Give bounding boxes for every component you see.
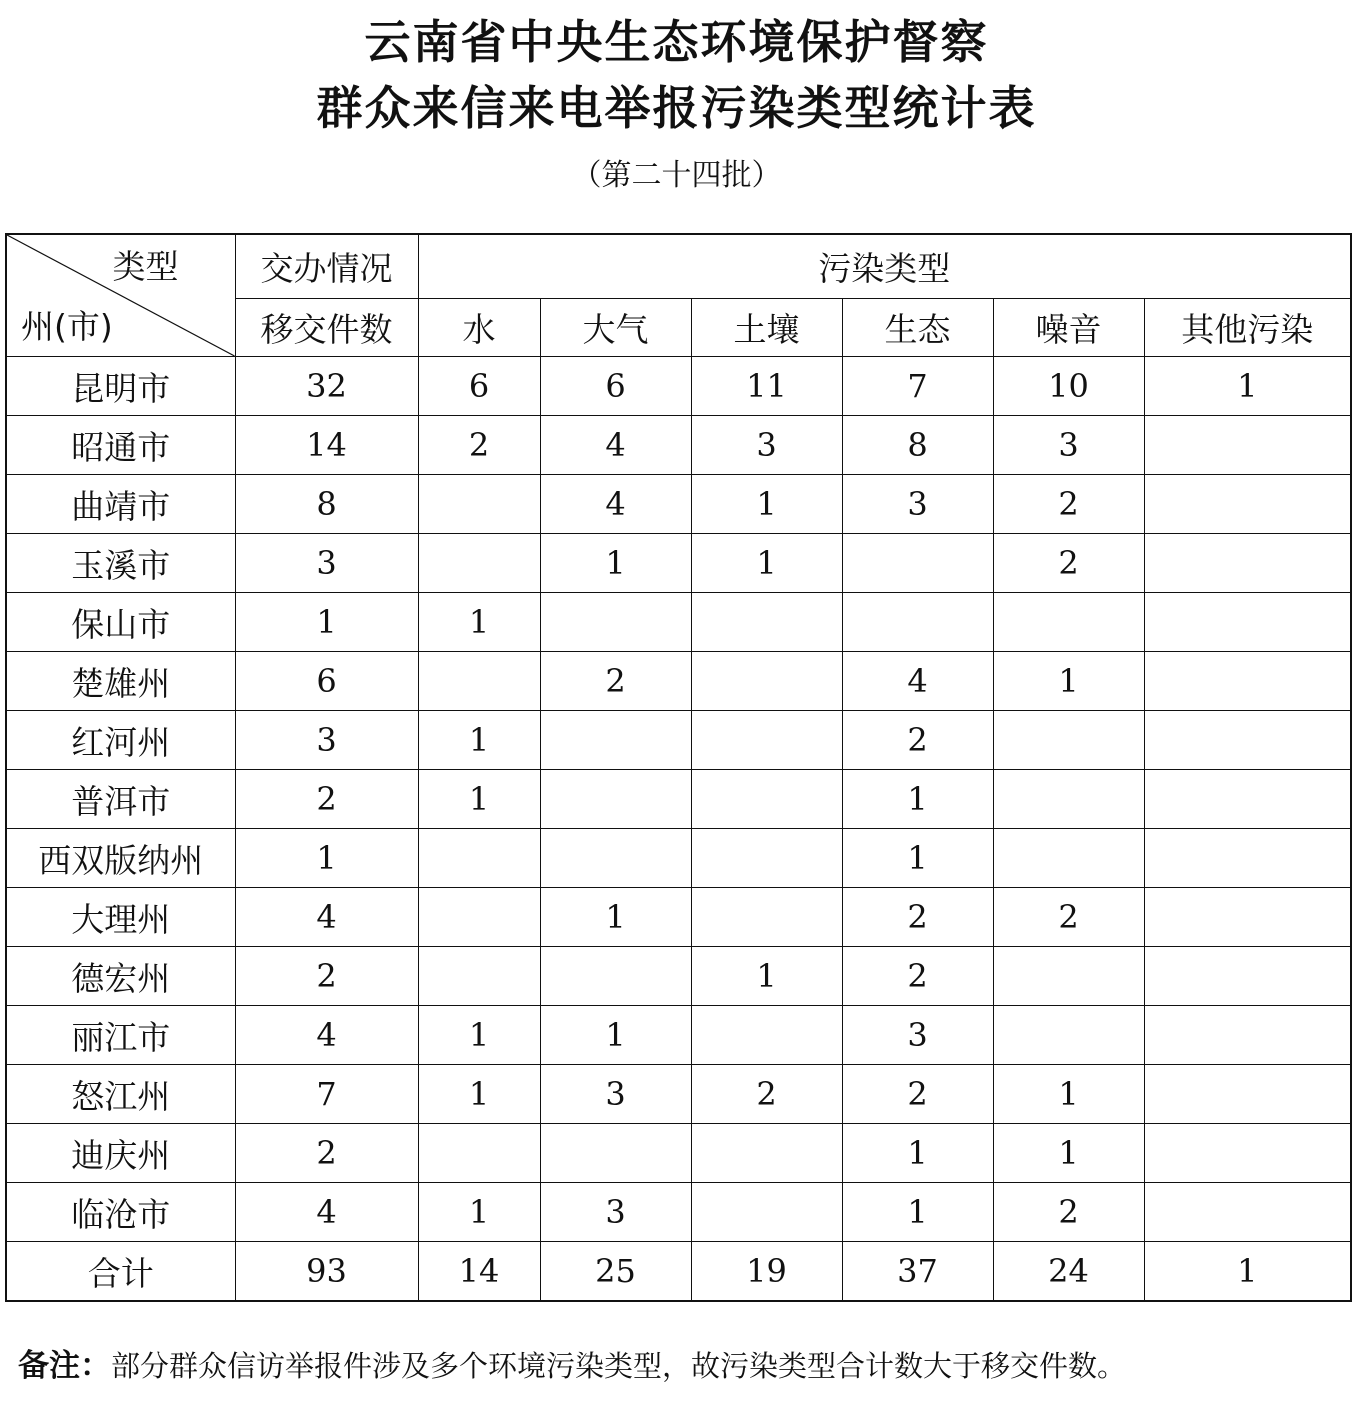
table-row <box>6 1183 1351 1242</box>
other-cell <box>1144 416 1351 475</box>
region-cell: 玉溪市 <box>6 534 235 593</box>
noise-cell: 1 <box>993 652 1144 711</box>
water-cell <box>418 829 540 888</box>
water-cell: 1 <box>418 1183 540 1242</box>
water-cell <box>418 947 540 1006</box>
other-cell <box>1144 770 1351 829</box>
other-cell <box>1144 1183 1351 1242</box>
region-cell: 红河州 <box>6 711 235 770</box>
water-cell: 6 <box>418 357 540 416</box>
column-header-ecology: 生态 <box>842 299 993 357</box>
handover-count-cell: 93 <box>235 1242 418 1302</box>
column-header-water: 水 <box>418 299 540 357</box>
corner-label-region: 州(市) <box>21 307 113 346</box>
noise-cell: 2 <box>993 888 1144 947</box>
soil-cell <box>691 770 842 829</box>
soil-cell: 1 <box>691 947 842 1006</box>
header-row-1 <box>6 234 1351 299</box>
air-cell: 1 <box>540 534 691 593</box>
other-cell <box>1144 1124 1351 1183</box>
column-header-air: 大气 <box>540 299 691 357</box>
title-line-2: 群众来信来电举报污染类型统计表 <box>316 81 1037 135</box>
table-row <box>6 829 1351 888</box>
air-cell <box>540 947 691 1006</box>
noise-cell: 24 <box>993 1242 1144 1302</box>
other-cell <box>1144 829 1351 888</box>
noise-cell: 1 <box>993 1065 1144 1124</box>
soil-cell <box>691 593 842 652</box>
other-cell <box>1144 711 1351 770</box>
handover-count-cell: 32 <box>235 357 418 416</box>
water-cell: 2 <box>418 416 540 475</box>
air-cell <box>540 829 691 888</box>
region-cell: 怒江州 <box>6 1065 235 1124</box>
water-cell: 14 <box>418 1242 540 1302</box>
handover-count-cell: 2 <box>235 947 418 1006</box>
ecology-cell: 2 <box>842 1065 993 1124</box>
other-cell: 1 <box>1144 357 1351 416</box>
group-header-pollution: 污染类型 <box>418 234 1351 299</box>
corner-label-type: 类型 <box>112 247 179 286</box>
water-cell <box>418 1124 540 1183</box>
region-cell: 合计 <box>6 1242 235 1302</box>
soil-cell <box>691 652 842 711</box>
handover-count-cell: 4 <box>235 888 418 947</box>
noise-cell: 2 <box>993 1183 1144 1242</box>
air-cell: 3 <box>540 1065 691 1124</box>
ecology-cell: 2 <box>842 888 993 947</box>
soil-cell <box>691 1183 842 1242</box>
soil-cell <box>691 1006 842 1065</box>
handover-count-cell: 4 <box>235 1006 418 1065</box>
table-row <box>6 1065 1351 1124</box>
ecology-cell: 8 <box>842 416 993 475</box>
table-row <box>6 1006 1351 1065</box>
other-cell <box>1144 947 1351 1006</box>
water-cell: 1 <box>418 770 540 829</box>
soil-cell <box>691 711 842 770</box>
noise-cell: 3 <box>993 416 1144 475</box>
region-cell: 临沧市 <box>6 1183 235 1242</box>
other-cell: 1 <box>1144 1242 1351 1302</box>
noise-cell: 10 <box>993 357 1144 416</box>
other-cell <box>1144 652 1351 711</box>
ecology-cell: 3 <box>842 1006 993 1065</box>
air-cell <box>540 770 691 829</box>
table-row <box>6 475 1351 534</box>
handover-count-cell: 4 <box>235 1183 418 1242</box>
air-cell: 2 <box>540 652 691 711</box>
table-row <box>6 652 1351 711</box>
ecology-cell: 37 <box>842 1242 993 1302</box>
ecology-cell <box>842 593 993 652</box>
column-header-handover-count: 移交件数 <box>235 299 418 357</box>
noise-cell: 2 <box>993 534 1144 593</box>
water-cell: 1 <box>418 1006 540 1065</box>
other-cell <box>1144 593 1351 652</box>
air-cell: 1 <box>540 888 691 947</box>
soil-cell: 1 <box>691 534 842 593</box>
water-cell: 1 <box>418 593 540 652</box>
air-cell: 4 <box>540 475 691 534</box>
noise-cell <box>993 770 1144 829</box>
soil-cell <box>691 888 842 947</box>
noise-cell: 2 <box>993 475 1144 534</box>
soil-cell: 1 <box>691 475 842 534</box>
handover-count-cell: 3 <box>235 534 418 593</box>
column-header-soil: 土壤 <box>691 299 842 357</box>
ecology-cell: 2 <box>842 947 993 1006</box>
table-row <box>6 770 1351 829</box>
soil-cell <box>691 829 842 888</box>
noise-cell: 1 <box>993 1124 1144 1183</box>
ecology-cell: 3 <box>842 475 993 534</box>
footnote <box>18 1346 1348 1386</box>
other-cell <box>1144 888 1351 947</box>
noise-cell <box>993 593 1144 652</box>
ecology-cell: 1 <box>842 770 993 829</box>
group-header-handover: 交办情况 <box>235 234 418 299</box>
water-cell <box>418 475 540 534</box>
table-row <box>6 357 1351 416</box>
ecology-cell <box>842 534 993 593</box>
other-cell <box>1144 534 1351 593</box>
region-cell: 德宏州 <box>6 947 235 1006</box>
water-cell: 1 <box>418 711 540 770</box>
region-cell: 大理州 <box>6 888 235 947</box>
table-row <box>6 593 1351 652</box>
other-cell <box>1144 475 1351 534</box>
water-cell <box>418 652 540 711</box>
air-cell: 25 <box>540 1242 691 1302</box>
ecology-cell: 1 <box>842 1183 993 1242</box>
region-cell: 西双版纳州 <box>6 829 235 888</box>
corner-header-cell <box>6 234 235 357</box>
handover-count-cell: 14 <box>235 416 418 475</box>
air-cell: 3 <box>540 1183 691 1242</box>
water-cell: 1 <box>418 1065 540 1124</box>
footnote-label: 备注： <box>18 1348 111 1384</box>
table-row <box>6 711 1351 770</box>
soil-cell: 11 <box>691 357 842 416</box>
other-cell <box>1144 1006 1351 1065</box>
batch-subtitle: （第二十四批） <box>571 158 782 193</box>
handover-count-cell: 6 <box>235 652 418 711</box>
pollution-statistics-table <box>5 233 1352 1302</box>
region-cell: 昆明市 <box>6 357 235 416</box>
handover-count-cell: 8 <box>235 475 418 534</box>
column-header-other: 其他污染 <box>1144 299 1351 357</box>
table-row <box>6 1124 1351 1183</box>
region-cell: 曲靖市 <box>6 475 235 534</box>
water-cell <box>418 534 540 593</box>
ecology-cell: 7 <box>842 357 993 416</box>
region-cell: 昭通市 <box>6 416 235 475</box>
soil-cell: 3 <box>691 416 842 475</box>
noise-cell <box>993 711 1144 770</box>
noise-cell <box>993 947 1144 1006</box>
soil-cell <box>691 1124 842 1183</box>
table-row <box>6 416 1351 475</box>
air-cell: 1 <box>540 1006 691 1065</box>
water-cell <box>418 888 540 947</box>
table-row <box>6 534 1351 593</box>
noise-cell <box>993 829 1144 888</box>
other-cell <box>1144 1065 1351 1124</box>
title-line-1: 云南省中央生态环境保护督察 <box>364 15 989 69</box>
ecology-cell: 4 <box>842 652 993 711</box>
air-cell <box>540 593 691 652</box>
handover-count-cell: 2 <box>235 1124 418 1183</box>
handover-count-cell: 3 <box>235 711 418 770</box>
handover-count-cell: 1 <box>235 593 418 652</box>
ecology-cell: 1 <box>842 1124 993 1183</box>
air-cell <box>540 1124 691 1183</box>
region-cell: 楚雄州 <box>6 652 235 711</box>
region-cell: 丽江市 <box>6 1006 235 1065</box>
soil-cell: 2 <box>691 1065 842 1124</box>
soil-cell: 19 <box>691 1242 842 1302</box>
ecology-cell: 2 <box>842 711 993 770</box>
noise-cell <box>993 1006 1144 1065</box>
air-cell: 4 <box>540 416 691 475</box>
table-row <box>6 947 1351 1006</box>
region-cell: 保山市 <box>6 593 235 652</box>
column-header-noise: 噪音 <box>993 299 1144 357</box>
air-cell: 6 <box>540 357 691 416</box>
handover-count-cell: 1 <box>235 829 418 888</box>
footnote-text: 部分群众信访举报件涉及多个环境污染类型，故污染类型合计数大于移交件数。 <box>111 1349 1127 1383</box>
ecology-cell: 1 <box>842 829 993 888</box>
table-row <box>6 888 1351 947</box>
region-cell: 迪庆州 <box>6 1124 235 1183</box>
handover-count-cell: 7 <box>235 1065 418 1124</box>
region-cell: 普洱市 <box>6 770 235 829</box>
handover-count-cell: 2 <box>235 770 418 829</box>
total-row <box>6 1242 1351 1302</box>
air-cell <box>540 711 691 770</box>
